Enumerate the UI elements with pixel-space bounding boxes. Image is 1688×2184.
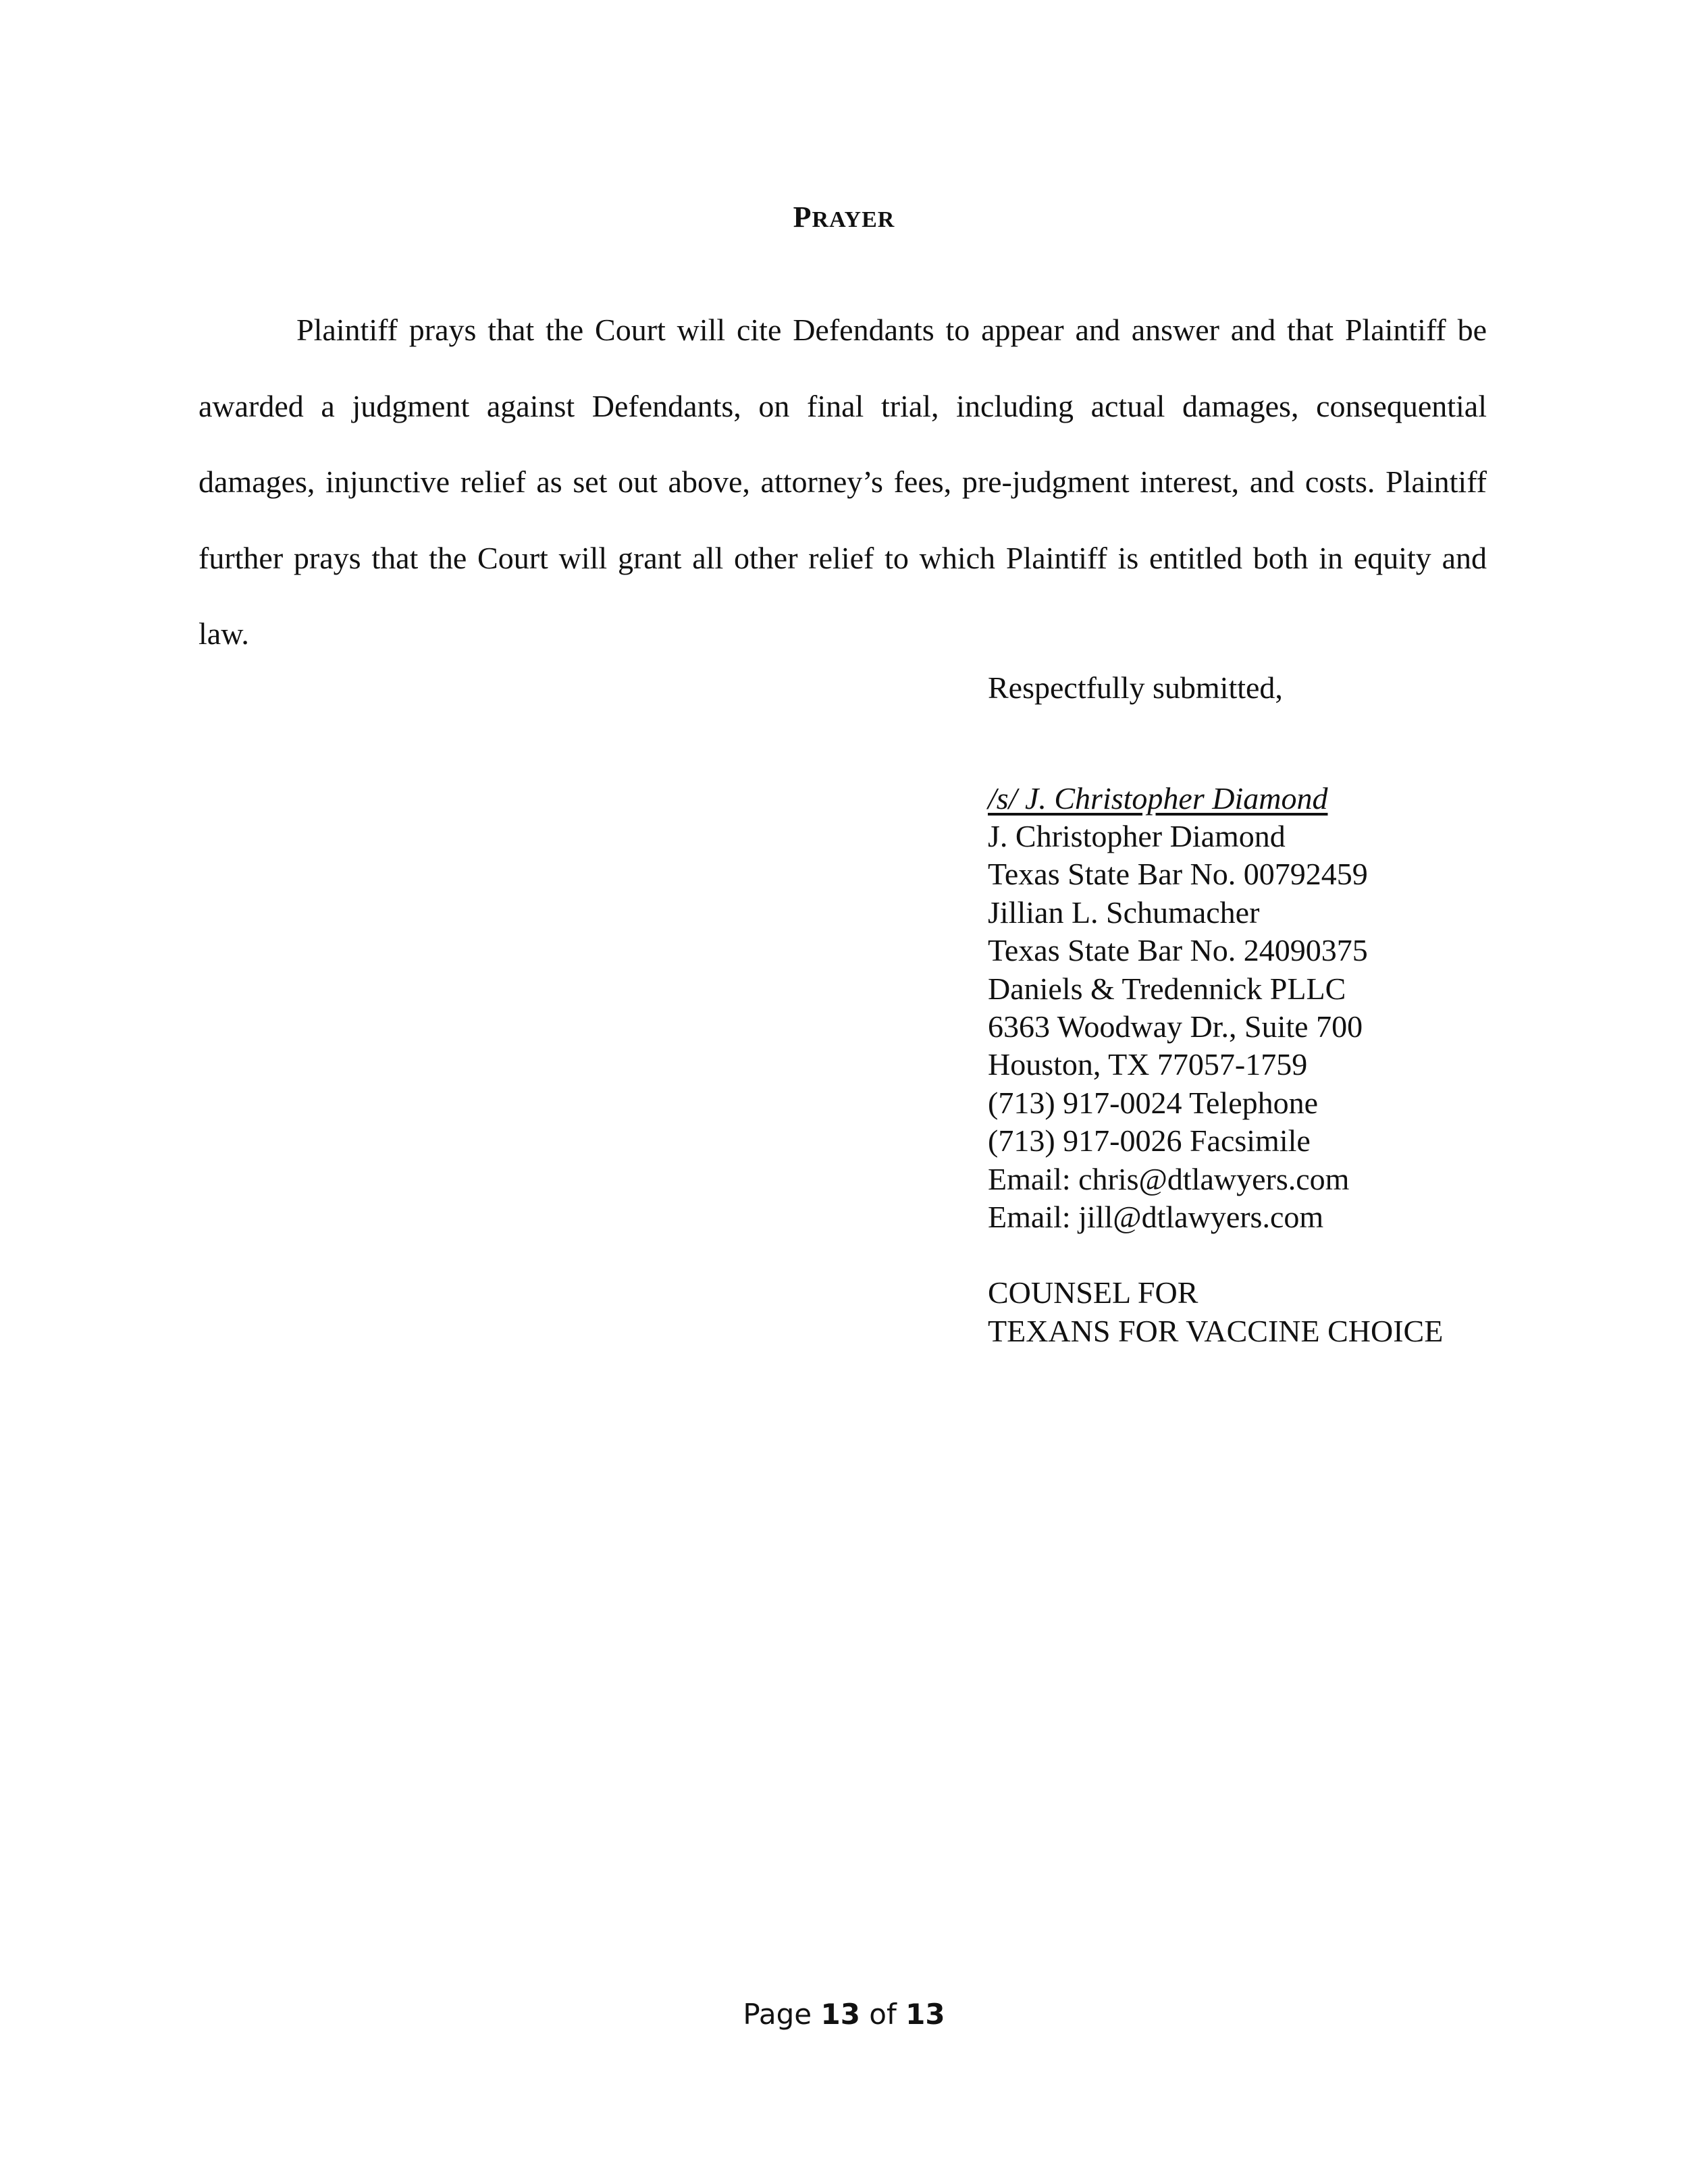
attorney-name-2: Jillian L. Schumacher	[988, 895, 1260, 930]
total-page-count: 13	[905, 1998, 945, 2031]
counsel-for: COUNSEL FOR	[988, 1275, 1198, 1310]
client-name: TEXANS FOR VACCINE CHOICE	[988, 1313, 1444, 1348]
city-state-zip: Houston, TX 77057-1759	[988, 1047, 1308, 1082]
firm-name: Daniels & Tredennick PLLC	[988, 971, 1346, 1006]
attorney-name-1: J. Christopher Diamond	[988, 819, 1286, 853]
signature-block	[988, 669, 1595, 1350]
bar-number-1: Texas State Bar No. 00792459	[988, 857, 1368, 892]
page-footer	[0, 1998, 1688, 2031]
telephone: (713) 917-0024 Telephone	[988, 1085, 1319, 1120]
bar-number-2: Texas State Bar No. 24090375	[988, 933, 1368, 968]
counsel-designation	[988, 1274, 1595, 1350]
page-word: Page	[743, 1998, 812, 2031]
email-1: Email: chris@dtlawyers.com	[988, 1161, 1350, 1196]
email-2: Email: jill@dtlawyers.com	[988, 1200, 1324, 1235]
facsimile: (713) 917-0026 Facsimile	[988, 1123, 1311, 1158]
of-word: of	[869, 1998, 897, 2031]
section-heading	[0, 200, 1688, 238]
current-page-number: 13	[820, 1998, 860, 2031]
heading-initial: P	[793, 201, 812, 234]
heading-rest: RAYER	[812, 207, 895, 232]
street-address: 6363 Woodway Dr., Suite 700	[988, 1009, 1363, 1044]
attorney-details	[988, 818, 1595, 1236]
closing-line: Respectfully submitted,	[988, 670, 1283, 705]
prayer-paragraph: Plaintiff prays that the Court will cite Defendants to appear and answer and that Plaintiff be awarded a judgment against Defendants, on final trial, including actual damages, consequential damages, injunctive relief as set out above, attorney’s fees, pre-judgment interest, and costs. Plaintiff further prays that the Court will grant all other relief to which Plaintiff is entitled both in equity and law.	[199, 313, 1487, 651]
electronic-signature: /s/ J. Christopher Diamond	[988, 781, 1328, 816]
